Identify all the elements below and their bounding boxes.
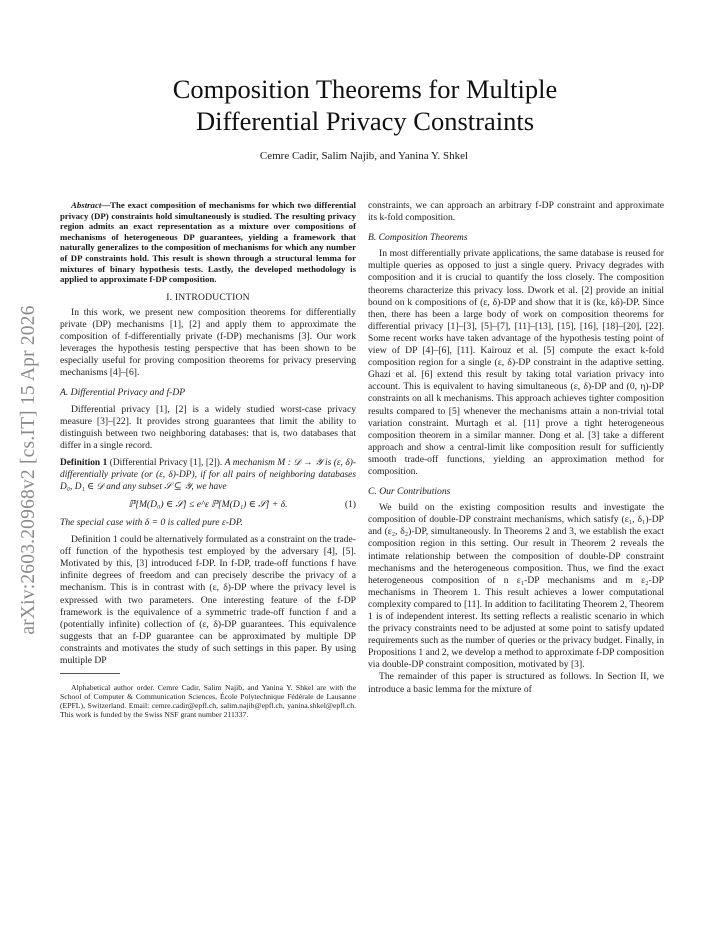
title-line-2: Differential Privacy Constraints	[195, 106, 535, 136]
paper-title	[10, 73, 720, 137]
title-line-1: Composition Theorems for Multiple	[172, 74, 558, 104]
definition-reference: (Differential Privacy [1], [2]).	[107, 457, 225, 468]
left-column	[60, 200, 356, 719]
intro-paragraph: In this work, we present new composition theorems for differentially private (DP) mechanisms [1], [2] and apply them to approximate the composition of f-differentially private (f-DP) mechanisms [3]. Our work leverages the hypothesis testing perspective that has been shown to be especially useful for proving composition theorems for privacy preserving mechanisms [4]–[6].	[60, 306, 356, 379]
right-column	[368, 200, 664, 696]
definition-label: Definition 1	[60, 457, 108, 468]
dp-paragraph-2: Definition 1 could be alternatively formulated as a constraint on the trade-off function of the hypothesis test employed by the adversary [4], [5]. Motivated by this, [3] introduced f-DP. In f-DP, trade-off functions f have infinite degrees of freedom and can precisely describe the privacy of a mechanism. This is in contrast with (ε, δ)-DP where the privacy level is expressed with two parameters. One interesting feature of the f-DP framework is the equivalence of a symmetric trade-off function f and a (potentially infinite) collection of (ε, δ)-DP guarantees. This equivalence suggests that an f-DP guarantee can be approximated by multiple DP constraints and motivates the study of such settings in this paper. By using multiple DP	[60, 534, 356, 666]
abstract-label: Abstract	[71, 200, 102, 210]
author-list: Cemre Cadir, Salim Najib, and Yanina Y. Shkel	[259, 150, 469, 162]
section-heading-introduction: I. INTRODUCTION	[166, 291, 250, 303]
dp-paragraph-1: Differential privacy [1], [2] is a widely studied worst-case privacy measure [3]–[22]. It provides strong guarantees that limit the ability to distinguish between two neighboring databases: that is, two databases that differ in a single record.	[60, 403, 356, 451]
subsection-heading-composition: B. Composition Theorems	[368, 232, 468, 244]
continued-paragraph: constraints, we can approach an arbitrary f-DP constraint and approximate its k-fold composition.	[368, 200, 664, 224]
footnote-rule	[60, 673, 120, 674]
equation-number: (1)	[344, 498, 356, 510]
composition-paragraph: In most differentially private applications, the same database is reused for multiple queries as opposed to just a single query. Privacy degrades with composition and it is crucial to quantify the loss closely. The composition theorems characterize this privacy loss. Dwork et al. [2] provide an initial bound on k compositions of (ε, δ)-DP and show that it is (kε, kδ)-DP. Since then, there has been a large body of work on composition theorems for differential privacy [1]–[3], [5]–[7], [11]–[13], [15], [16], [18]–[20], [22]. Some recent works have taken advantage of the hypothesis testing point of view of DP [4]–[6], [11]. Kairouz et al. [5] compute the exact k-fold composition region for a single (ε, δ)-DP constraint in the adaptive setting. Ghazi et al. [6] extend this result by taking total variation privacy into account. This is equivalent to having simultaneous (ε, δ)-DP and (0, η)-DP constraints on all k mechanisms. This approach achieves tighter composition results compared to [5] whenever the mechanisms attain a non-trivial total variation constraint. Murtagh et al. [11] prove a tight heterogeneous composition theorem in a similar manner. Dong et al. [3] take a different approach and show a central-limit like composition result for sufficiently smooth trade-off functions, yielding an approximation method for composition.	[368, 248, 664, 477]
abstract-body: —The exact composition of mechanisms for which two differential privacy (DP) constraints hold simultaneously is studied. The resulting privacy region admits an exact representation as a mixture over compositions of mechanisms of heterogeneous DP guarantees, yielding a framework that naturally generalizes to the composition of mechanisms for which any number of DP constraints hold. This result is shown through a structural lemma for mixtures of binary hypothesis tests. Lastly, the developed methodology is applied to approximate f-DP composition.	[60, 200, 356, 285]
title-block	[0, 73, 720, 162]
arxiv-identifier: arXiv:2603.20968v2 [cs.IT] 15 Apr 2026	[18, 305, 39, 635]
contributions-paragraph: We build on the existing composition results and investigate the composition of double-DP constraint mechanisms, which satisfy (ε₁, δ₁)-DP and (ε₂, δ₂)-DP, simultaneously. In Theorems 2 and 3, we establish the exact composition region in this setting. Our result in Theorem 2 reveals the intimate relationship between the composition of double-DP constraint mechanisms and the heterogeneous composition. Thus, we find the exact heterogeneous composition of n ε₁-DP mechanisms and m ε₂-DP mechanisms in Theorem 1. This result achieves a lower computational complexity compared to [11]. In addition to facilitating Theorem 2, Theorem 1 is of independent interest. Its setting reflects a realistic scenario in which the privacy constraints need to be adjusted at some point to satisfy updated requirements such as the number of queries or the privacy budget. Finally, in Propositions 1 and 2, we develop a method to approximate f-DP composition via double-DP constraint composition, motivated by [3].	[368, 502, 664, 671]
subsection-heading-dp: A. Differential Privacy and f-DP	[60, 387, 186, 399]
equation-1	[60, 499, 356, 511]
definition-1	[60, 457, 356, 493]
equation-text: ℙ[M(D₀) ∈ 𝒮] ≤ e^ε ℙ[M(D₁) ∈ 𝒮] + δ.	[128, 498, 288, 510]
subsection-heading-contributions: C. Our Contributions	[368, 486, 451, 498]
definition-body: A mechanism M : 𝒟 → 𝒴 is (ε, δ)-differentially private (or (ε, δ)-DP), if for all pairs of neighboring databases D₀, D₁ ∈ 𝒟 and any subset 𝒮 ⊆ 𝒴, we have	[60, 457, 356, 492]
abstract	[60, 200, 356, 285]
footnote: Alphabetical author order. Cemre Cadir, Salim Najib, and Yanina Y. Shkel are with the School of Computer & Communication Sciences, École Polytechnique Fédérale de Lausanne (EPFL), Switzerland. Email: cemre.cadir@epfl.ch, salim.najib@epfl.ch, yanina.shkel@epfl.ch. This work is funded by the Swiss NSF grant number 211337.	[60, 683, 356, 720]
pure-dp-remark: The special case with δ = 0 is called pure ε-DP.	[60, 516, 243, 528]
structure-paragraph: The remainder of this paper is structured as follows. In Section II, we introduce a basic lemma for the mixture of	[368, 671, 664, 695]
arxiv-stamp	[12, 265, 46, 675]
